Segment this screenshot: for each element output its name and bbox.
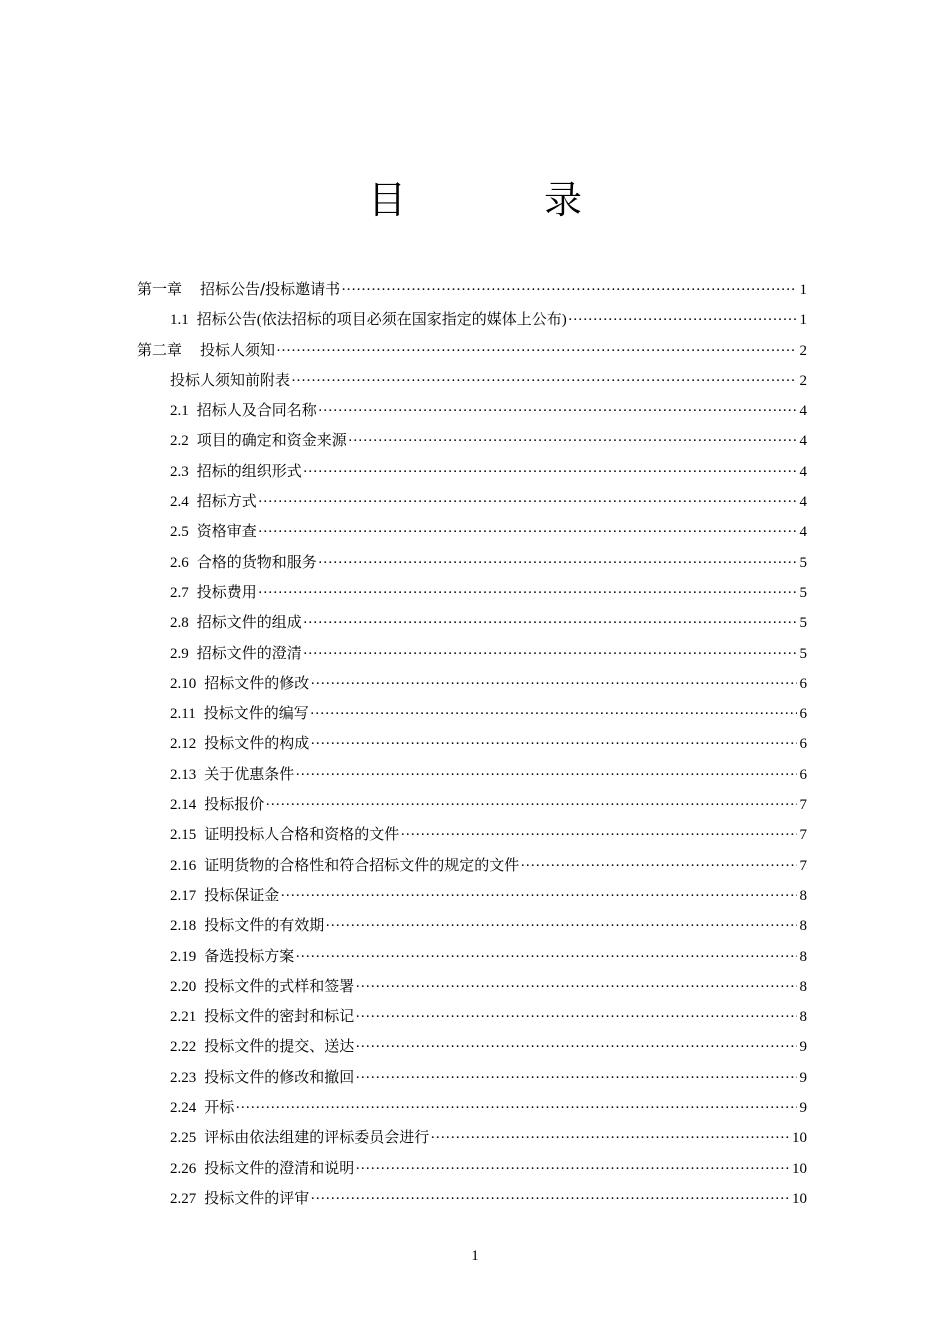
toc-page-number: 4 [799,403,807,420]
dot-leader [258,494,797,511]
toc-entry-title [170,369,290,390]
toc-entry-text: 投标费用 [196,584,257,601]
toc-entry-number: 2.2 [170,433,189,450]
toc-entry-title [170,1035,354,1056]
toc-page-number: 9 [799,1069,807,1086]
toc-page-number: 5 [799,584,807,601]
toc-entry-number: 2.1 [170,403,189,420]
toc-section-entry[interactable] [137,914,807,944]
toc-entry-text: 合格的货物和服务 [196,554,317,571]
toc-section-entry[interactable] [137,1126,807,1156]
toc-page-number: 8 [799,1009,807,1026]
dot-leader [310,676,797,693]
toc-entry-text: 投标保证金 [204,887,280,904]
toc-page-number: 7 [799,857,807,874]
dot-leader [291,373,797,390]
toc-section-entry[interactable] [137,975,807,1005]
toc-entry-text: 招标文件的修改 [204,675,310,692]
toc-entry-number: 2.16 [170,857,197,874]
dot-leader [310,706,797,723]
dot-leader [355,1161,791,1178]
dot-leader [568,312,797,329]
toc-entry-number: 2.23 [170,1069,197,1086]
toc-entry-number: 第二章 [137,340,183,359]
toc-section-entry[interactable] [137,823,807,853]
toc-entry-title [170,672,309,693]
toc-entry-text: 证明货物的合格性和符合招标文件的规定的文件 [204,857,520,874]
toc-entry-title [170,429,347,450]
toc-entry-text: 项目的确定和资金来源 [196,433,347,450]
toc-chapter-entry[interactable] [137,278,807,308]
toc-entry-title [170,1187,309,1208]
toc-entry-text: 评标由依法组建的评标委员会进行 [204,1130,430,1147]
toc-entry-title [170,793,264,814]
dot-leader [430,1130,791,1147]
dot-leader [303,646,797,663]
toc-entry-text: 证明投标人合格和资格的文件 [204,827,400,844]
toc-page-number: 8 [799,948,807,965]
dot-leader [235,1100,797,1117]
toc-section-entry[interactable] [137,672,807,702]
toc-entry-text: 投标文件的构成 [204,736,310,753]
toc-section-entry[interactable] [137,490,807,520]
toc-entry-title [170,702,309,723]
dot-leader [265,797,797,814]
toc-entry-number: 2.14 [170,797,197,814]
toc-entry-text: 投标文件的密封和标记 [204,1009,355,1026]
toc-page-number: 4 [799,494,807,511]
toc-entry-title [170,914,324,935]
toc-entry-title [170,399,317,420]
dot-leader [303,615,797,632]
toc-page-number: 6 [799,675,807,692]
toc-entry-text: 投标文件的式样和签署 [204,978,355,995]
toc-page-number: 7 [799,827,807,844]
toc-entry-number: 2.22 [170,1039,197,1056]
toc-entry-text: 招标公告(依法招标的项目必须在国家指定的媒体上公布) [196,312,567,329]
dot-leader [258,524,797,541]
toc-page-number: 5 [799,554,807,571]
toc-entry-number: 2.25 [170,1130,197,1147]
toc-entry-number: 2.15 [170,827,197,844]
toc-page-number: 5 [799,615,807,632]
dot-leader [276,343,797,360]
toc-entry-text: 投标文件的有效期 [204,918,325,935]
toc-page-number: 4 [799,433,807,450]
toc-section-entry[interactable] [137,854,807,884]
toc-entry-number: 2.10 [170,675,197,692]
toc-entry-text: 投标文件的澄清和说明 [204,1160,355,1177]
toc-section-entry[interactable] [137,884,807,914]
toc-section-entry[interactable] [137,1005,807,1035]
toc-entry-number: 2.8 [170,615,189,632]
toc-page-number: 4 [799,463,807,480]
toc-entry-number: 2.9 [170,645,189,662]
toc-section-entry[interactable] [137,429,807,459]
toc-entry-title [170,581,257,602]
dot-leader [520,858,797,875]
toc-entry-text: 招标方式 [196,494,257,511]
toc-chapter-entry[interactable] [137,339,807,369]
toc-page-number: 1 [799,282,807,298]
toc-page-number: 6 [799,736,807,753]
toc-entry-number: 2.7 [170,584,189,601]
toc-page-number: 8 [799,978,807,995]
toc-section-entry[interactable] [137,642,807,672]
toc-section-entry[interactable] [137,399,807,429]
toc-entry-number: 2.3 [170,463,189,480]
toc-entry-text: 投标文件的修改和撤回 [204,1069,355,1086]
toc-entry-text: 投标文件的评审 [204,1190,310,1207]
toc-section-entry[interactable] [137,1187,807,1217]
toc-page-number: 2 [799,342,807,359]
toc-entry-title [170,1126,429,1147]
dot-leader [325,918,797,935]
toc-entry-number: 2.18 [170,918,197,935]
toc-page-number: 10 [792,1130,807,1147]
toc-page-number: 6 [799,706,807,723]
dot-leader [295,767,797,784]
toc-entry-title [170,823,399,844]
toc-entry-number: 2.19 [170,948,197,965]
toc-section-entry[interactable] [137,1035,807,1065]
toc-entry-title [170,1157,354,1178]
dot-leader [310,736,797,753]
toc-entry-title [170,1096,234,1117]
dot-leader [318,555,797,572]
dot-leader [258,585,797,602]
dot-leader [355,979,797,996]
toc-entry-text: 投标人须知 [200,340,276,359]
toc-section-entry[interactable] [137,1157,807,1187]
toc-entry-text: 投标报价 [204,797,265,814]
toc-entry-title [170,551,317,572]
toc-entry-text: 投标文件的提交、送达 [204,1039,355,1056]
toc-entry-number: 2.4 [170,494,189,511]
dot-leader [295,949,797,966]
toc-entry-title [170,854,519,875]
toc-page-number: 8 [799,918,807,935]
toc-section-entry[interactable] [137,308,807,338]
toc-entry-title [170,975,354,996]
dot-leader [355,1070,797,1087]
toc-section-entry[interactable] [137,702,807,732]
toc-title: 目 录 [367,178,632,222]
toc-entry-number: 2.24 [170,1100,197,1117]
toc-entry-text: 投标人须知前附表 [170,372,291,389]
dot-leader [348,433,797,450]
toc-entry-number: 2.6 [170,554,189,571]
toc-entry-text: 招标文件的组成 [196,615,302,632]
toc-entry-title [170,732,309,753]
dot-leader [341,282,797,299]
toc-section-entry[interactable] [137,793,807,823]
dot-leader [318,403,797,420]
toc-entry-title [170,520,257,541]
toc-entry-text: 招标文件的澄清 [196,645,302,662]
toc-section-entry[interactable] [137,732,807,762]
toc-entry-number: 2.27 [170,1190,197,1207]
toc-entry-title [170,611,302,632]
toc-page-number: 9 [799,1039,807,1056]
toc-entry-text: 投标文件的编写 [203,706,309,723]
toc-entry-text: 招标公告/投标邀请书 [200,280,341,298]
toc-section-entry[interactable] [137,460,807,490]
toc-section-entry[interactable] [137,520,807,550]
toc-page-number: 7 [799,797,807,814]
toc-entry-title [170,1005,354,1026]
toc-entry-number: 2.5 [170,524,189,541]
toc-entry-number: 2.21 [170,1009,197,1026]
toc-section-entry[interactable] [137,945,807,975]
toc-entry-number: 2.11 [170,706,196,723]
toc-entry-title [137,339,275,360]
table-of-contents [137,278,807,1217]
toc-entry-text: 关于优惠条件 [204,766,295,783]
toc-entry-title [170,763,294,784]
toc-entry-title [170,490,257,511]
dot-leader [280,888,797,905]
toc-section-entry[interactable] [137,551,807,581]
toc-section-entry[interactable] [137,369,807,399]
toc-entry-title [170,308,567,329]
toc-entry-title [170,945,294,966]
toc-entry-number: 第一章 [137,280,183,298]
toc-entry-number: 2.20 [170,978,197,995]
toc-entry-text: 备选投标方案 [204,948,295,965]
toc-entry-text: 招标的组织形式 [196,463,302,480]
toc-section-entry[interactable] [137,1096,807,1126]
toc-page-number: 6 [799,766,807,783]
toc-page-number: 10 [792,1160,807,1177]
toc-entry-number: 1.1 [170,312,189,329]
page-number: 1 [471,1248,479,1264]
toc-page-number: 1 [799,312,807,329]
toc-entry-title [170,460,302,481]
toc-section-entry[interactable] [137,611,807,641]
toc-entry-number: 2.26 [170,1160,197,1177]
toc-entry-number: 2.17 [170,887,197,904]
toc-page-number: 5 [799,645,807,662]
dot-leader [303,464,797,481]
toc-entry-title [170,642,302,663]
toc-page-number: 2 [799,372,807,389]
toc-page-number: 9 [799,1100,807,1117]
toc-page-number: 10 [792,1190,807,1207]
toc-section-entry[interactable] [137,1066,807,1096]
toc-entry-text: 资格审查 [196,524,257,541]
toc-page-number: 4 [799,524,807,541]
dot-leader [355,1039,797,1056]
dot-leader [355,1009,797,1026]
toc-entry-title [137,278,340,299]
toc-section-entry[interactable] [137,763,807,793]
toc-section-entry[interactable] [137,581,807,611]
toc-page-number: 8 [799,887,807,904]
toc-entry-text: 招标人及合同名称 [196,403,317,420]
dot-leader [310,1191,791,1208]
toc-entry-title [170,1066,354,1087]
dot-leader [400,827,797,844]
toc-entry-text: 开标 [204,1100,235,1117]
toc-entry-title [170,884,279,905]
toc-entry-number: 2.13 [170,766,197,783]
toc-entry-number: 2.12 [170,736,197,753]
